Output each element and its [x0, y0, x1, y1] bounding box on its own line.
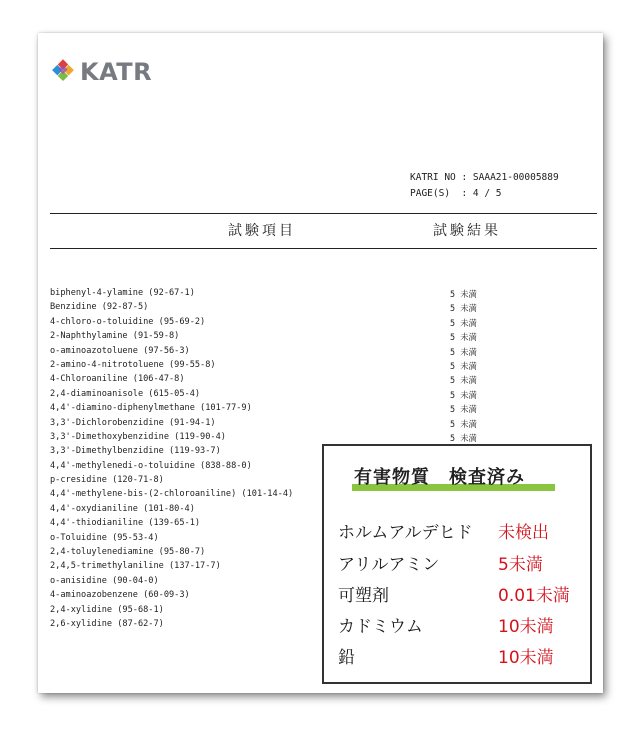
- stamp-item-label: アリルアミン: [338, 555, 440, 575]
- result-value: 5 未満: [450, 332, 477, 343]
- table-row: [50, 389, 490, 403]
- result-value: 5 未満: [450, 346, 477, 357]
- table-row: [50, 288, 490, 302]
- result-value: 5 未満: [450, 317, 477, 328]
- substance-name: 2,4-xylidine (95-68-1): [50, 604, 164, 615]
- stamp-item-label: カドミウム: [338, 617, 423, 637]
- substance-name: o-Toluidine (95-53-4): [50, 532, 159, 543]
- substance-name: 4-aminoazobenzene (60-09-3): [50, 590, 190, 601]
- inspection-stamp: [322, 444, 592, 684]
- substance-name: 4,4'-oxydianiline (101-80-4): [50, 503, 195, 514]
- substance-name: 3,3'-Dichlorobenzidine (91-94-1): [50, 417, 216, 428]
- substance-name: 2,4-toluylenediamine (95-80-7): [50, 547, 206, 558]
- substance-name: 4,4'-diamino-diphenylmethane (101-77-9): [50, 403, 252, 414]
- substance-name: 4,4'-methylenedi-o-toluidine (838-88-0): [50, 460, 252, 471]
- substance-name: 2,4,5-trimethylaniline (137-17-7): [50, 561, 221, 572]
- table-row: [50, 374, 490, 388]
- table-row: [50, 403, 490, 417]
- substance-name: o-anisidine (90-04-0): [50, 575, 159, 586]
- stamp-item-label: 鉛: [338, 648, 355, 668]
- header-rule-top: [50, 213, 597, 214]
- substance-name: o-aminoazotoluene (97-56-3): [50, 345, 190, 356]
- stamp-item-value: 未検出: [498, 523, 549, 543]
- report-number: KATRI NO : SAAA21-00005889: [410, 172, 559, 183]
- result-value: 5 未満: [450, 418, 477, 429]
- substance-name: 2-amino-4-nitrotoluene (99-55-8): [50, 359, 216, 370]
- table-row: [50, 360, 490, 374]
- substance-name: 2,4-diaminoanisole (615-05-4): [50, 388, 201, 399]
- result-value: 5 未満: [450, 375, 477, 386]
- substance-name: Benzidine (92-87-5): [50, 302, 149, 313]
- result-value: 5 未満: [450, 404, 477, 415]
- column-header-result: 試験結果: [433, 223, 501, 239]
- stamp-item-value: 10未満: [498, 648, 554, 668]
- substance-name: 3,3'-Dimethoxybenzidine (119-90-4): [50, 431, 226, 442]
- result-value: 5 未満: [450, 289, 477, 299]
- stamp-item-value: 10未満: [498, 617, 554, 637]
- substance-name: 4,4'-methylene-bis-(2-chloroaniline) (101-14-4): [50, 489, 294, 500]
- substance-name: 4,4'-thiodianiline (139-65-1): [50, 518, 201, 529]
- substance-name: 2-Naphthylamine (91-59-8): [50, 331, 180, 342]
- result-value: 5 未満: [450, 303, 477, 314]
- substance-name: p-cresidine (120-71-8): [50, 475, 164, 486]
- substance-name: 2,6-xylidine (87-62-7): [50, 618, 164, 629]
- stamp-item-label: ホルムアルデヒド: [338, 523, 473, 543]
- table-row: [50, 302, 490, 316]
- table-row: [50, 418, 490, 432]
- logo-text: KATR: [80, 58, 153, 86]
- table-row: [50, 346, 490, 360]
- result-value: 5 未満: [450, 360, 477, 371]
- substance-name: 3,3'-Dimethylbenzidine (119-93-7): [50, 446, 221, 457]
- column-header-item: 試験項目: [228, 223, 296, 239]
- substance-name: biphenyl-4-ylamine (92-67-1): [50, 288, 195, 298]
- page-count: PAGE(S) : 4 / 5: [410, 188, 502, 199]
- stamp-item-value: 5未満: [498, 555, 543, 575]
- result-value: 5 未満: [450, 432, 477, 443]
- stamp-item-label: 可塑剤: [338, 586, 389, 606]
- stamp-item-value: 0.01未満: [498, 586, 570, 606]
- report-info: [410, 170, 559, 202]
- katr-logo-mark-icon: [50, 59, 76, 85]
- result-value: 5 未満: [450, 389, 477, 400]
- header-rule-bottom: [50, 248, 597, 249]
- stamp-title: 有害物質 検査済み: [354, 467, 525, 488]
- substance-name: 4-Chloroaniline (106-47-8): [50, 374, 185, 385]
- table-row: [50, 317, 490, 331]
- substance-name: 4-chloro-o-toluidine (95-69-2): [50, 316, 206, 327]
- report-page: [38, 33, 603, 693]
- table-row: [50, 331, 490, 345]
- katr-logo: [50, 58, 152, 86]
